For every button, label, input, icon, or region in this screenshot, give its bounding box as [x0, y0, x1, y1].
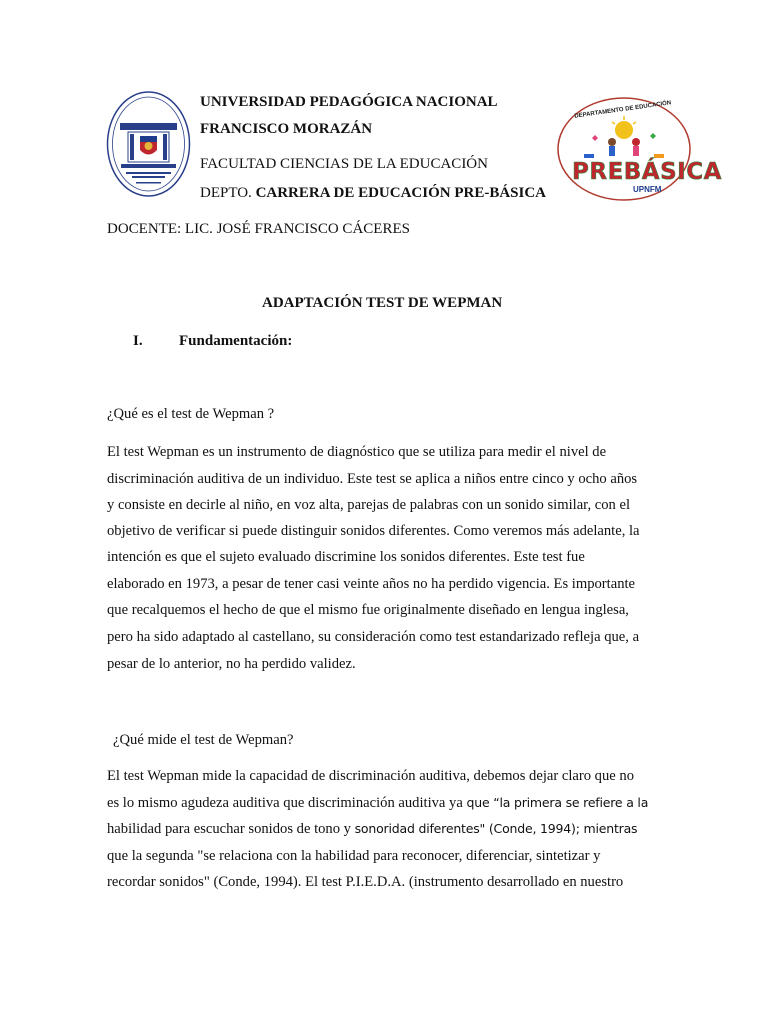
section-number: I.	[133, 333, 143, 349]
department-name: CARRERA DE EDUCACIÓN PRE-BÁSICA	[255, 185, 547, 201]
paragraph-line	[107, 820, 637, 838]
header-faculty: FACULTAD CIENCIAS DE LA EDUCACIÓN	[200, 156, 488, 172]
question-heading: ¿Qué mide el test de Wepman?	[113, 732, 294, 748]
question-heading: ¿Qué es el test de Wepman ?	[107, 406, 275, 422]
prebasica-logo-top-text: DEPARTAMENTO DE EDUCACIÓN	[574, 100, 672, 120]
paragraph-line: que recalquemos el hecho de que el mismo fue originalmente diseñado en lengua inglesa,	[107, 602, 629, 618]
paragraph-quote-segment: que “la primera se refiere a la	[466, 795, 649, 810]
paragraph-line: pero ha sido adaptado al castellano, su consideración como test estandarizado refleja que, a	[107, 629, 640, 645]
paragraph-line: El test Wepman mide la capacidad de discriminación auditiva, debemos dejar claro que no	[107, 768, 634, 784]
header-university: UNIVERSIDAD PEDAGÓGICA NACIONAL	[200, 94, 498, 110]
header-university-name: FRANCISCO MORAZÁN	[200, 121, 373, 137]
prebasica-logo-title: PREBÁSICA	[572, 159, 722, 185]
paragraph-segment: es lo mismo agudeza auditiva que discriminación auditiva ya	[107, 795, 463, 811]
paragraph-line: recordar sonidos" (Conde, 1994). El test P.I.E.D.A. (instrumento desarrollado en nuestro	[107, 874, 624, 890]
document-title: ADAPTACIÓN TEST DE WEPMAN	[262, 295, 503, 311]
university-logo-caption: FRANCISCO MORAZÁN	[123, 125, 174, 130]
prebasica-logo-sub: UPNFM	[633, 185, 662, 194]
paragraph-line: discriminación auditiva de un individuo. Este test se aplica a niños entre cinco y ocho años	[107, 471, 638, 487]
paragraph-line: intención es que el sujeto evaluado discrimine los sonidos diferentes. Este test fue	[107, 549, 585, 565]
docente-line: DOCENTE: LIC. JOSÉ FRANCISCO CÁCERES	[107, 221, 410, 237]
paragraph-line: pesar de lo anterior, no ha perdido validez.	[107, 656, 356, 672]
paragraph-quote-segment: sonoridad diferentes" (Conde, 1994); mientras	[354, 821, 638, 836]
header-department	[200, 184, 546, 202]
paragraph-line: elaborado en 1973, a pesar de tener casi veinte años no ha perdido vigencia. Es importante	[107, 576, 636, 592]
section-heading: Fundamentación:	[179, 333, 293, 349]
paragraph-line	[107, 794, 648, 812]
paragraph-line: El test Wepman es un instrumento de diagnóstico que se utiliza para medir el nivel de	[107, 444, 607, 460]
paragraph-line: y consiste en decirle al niño, en voz alta, parejas de palabras con un sonido similar, con el	[107, 497, 630, 513]
university-seal-icon	[106, 90, 191, 198]
university-logo	[106, 90, 191, 198]
department-prefix: DEPTO.	[200, 185, 252, 201]
paragraph-segment: habilidad para escuchar sonidos de tono y	[107, 821, 351, 837]
paragraph-line: que la segunda "se relaciona con la habilidad para reconocer, diferenciar, sintetizar y	[107, 848, 601, 864]
paragraph-line: objetivo de verificar si puede distinguir sonidos diferentes. Como veremos más adelante, la	[107, 523, 640, 539]
